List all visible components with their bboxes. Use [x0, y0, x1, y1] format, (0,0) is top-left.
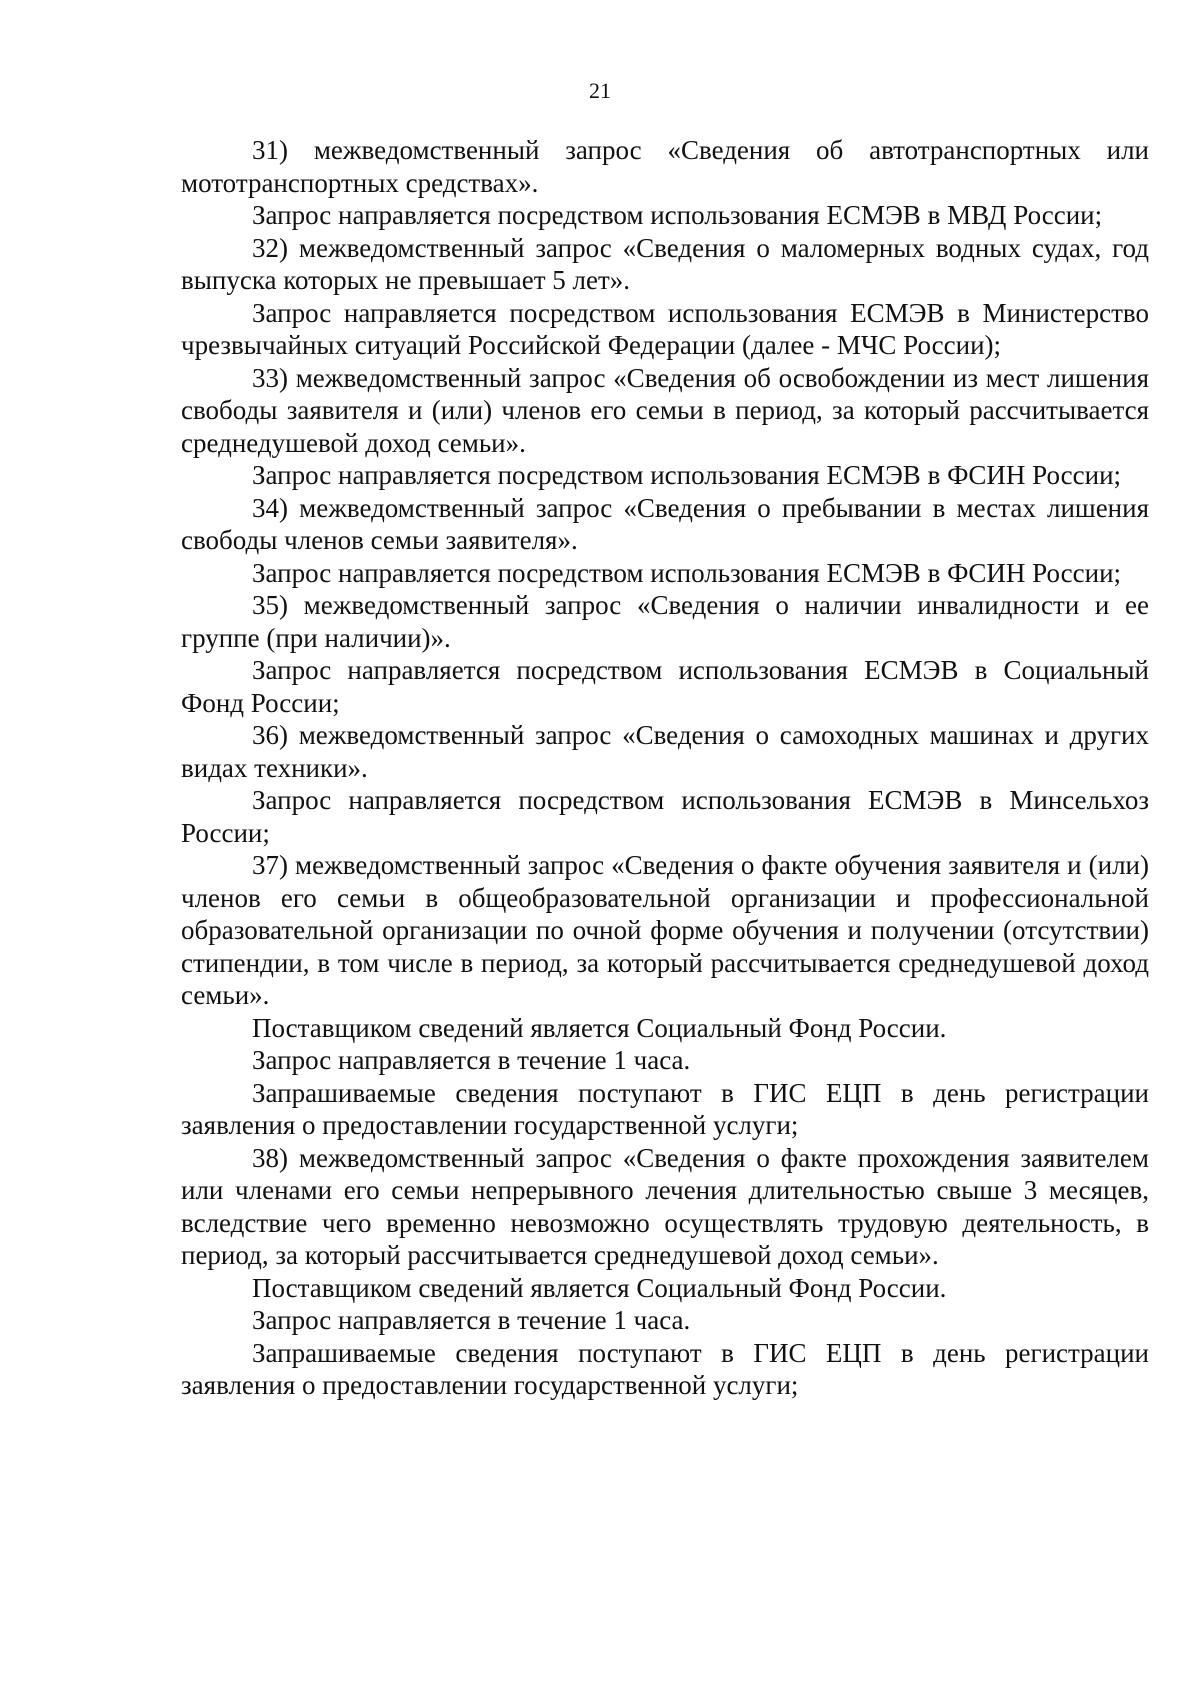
paragraph: Запрос направляется в течение 1 часа.	[252, 1045, 691, 1075]
paragraph: 33) межведомственный запрос «Сведения об освобождении из мест лишения свободы заявителя и (или) членов его семьи в период, за который рассчитывается среднедушевой доход семьи».	[181, 362, 1149, 458]
document-body	[181, 134, 1149, 1402]
paragraph: Поставщиком сведений является Социальный Фонд России.	[252, 1012, 947, 1043]
paragraph: Запрашиваемые сведения поступают в ГИС ЕЦП в день регистрации заявления о предоставлении государственной услуги;	[181, 1337, 1149, 1400]
paragraph: 31) межведомственный запрос «Сведения об автотранспортных или мототранспортных средствах».	[181, 135, 1149, 198]
paragraph: 35) межведомственный запрос «Сведения о наличии инвалидности и ее группе (при наличии)».	[181, 590, 1149, 653]
paragraph: Запрос направляется посредством использования ЕСМЭВ в ФСИН России;	[252, 460, 1122, 490]
paragraph: Запрос направляется посредством использования ЕСМЭВ в ФСИН России;	[252, 557, 1122, 588]
paragraph: Поставщиком сведений является Социальный Фонд России.	[252, 1272, 947, 1303]
paragraph: Запрос направляется посредством использования ЕСМЭВ в МВД России;	[252, 200, 1103, 230]
paragraph: 34) межведомственный запрос «Сведения о пребывании в местах лишения свободы членов семьи заявителя».	[181, 492, 1149, 555]
paragraph: Запрос направляется посредством использования ЕСМЭВ в Социальный Фонд России;	[181, 655, 1149, 718]
page-number: 21	[589, 78, 611, 103]
paragraph: Запрос направляется посредством использования ЕСМЭВ в Министерство чрезвычайных ситуаций Российской Федерации (далее - МЧС России);	[181, 297, 1149, 360]
paragraph: Запрашиваемые сведения поступают в ГИС ЕЦП в день регистрации заявления о предоставлении государственной услуги;	[181, 1077, 1149, 1140]
paragraph: Запрос направляется в течение 1 часа.	[252, 1305, 691, 1335]
paragraph: 32) межведомственный запрос «Сведения о маломерных водных судах, год выпуска которых не превышает 5 лет».	[181, 232, 1149, 295]
paragraph: 37) межведомственный запрос «Сведения о факте обучения заявителя и (или) членов его семьи в общеобразовательной организации и профессиональной образовательной организации по очной форме обучения и получении (отсутствии) стипендии, в том числе в период, за который рассчитывается среднедушевой доход семьи».	[181, 850, 1149, 1010]
paragraph: 36) межведомственный запрос «Сведения о самоходных машинах и других видах техники».	[181, 720, 1149, 783]
paragraph: Запрос направляется посредством использования ЕСМЭВ в Минсельхоз России;	[181, 785, 1149, 848]
paragraph: 38) межведомственный запрос «Сведения о факте прохождения заявителем или членами его семьи непрерывного лечения длительностью свыше 3 месяцев, вследствие чего временно невозможно осуществлять трудовую деятельность, в период, за который рассчитывается среднедушевой доход семьи».	[181, 1142, 1149, 1270]
